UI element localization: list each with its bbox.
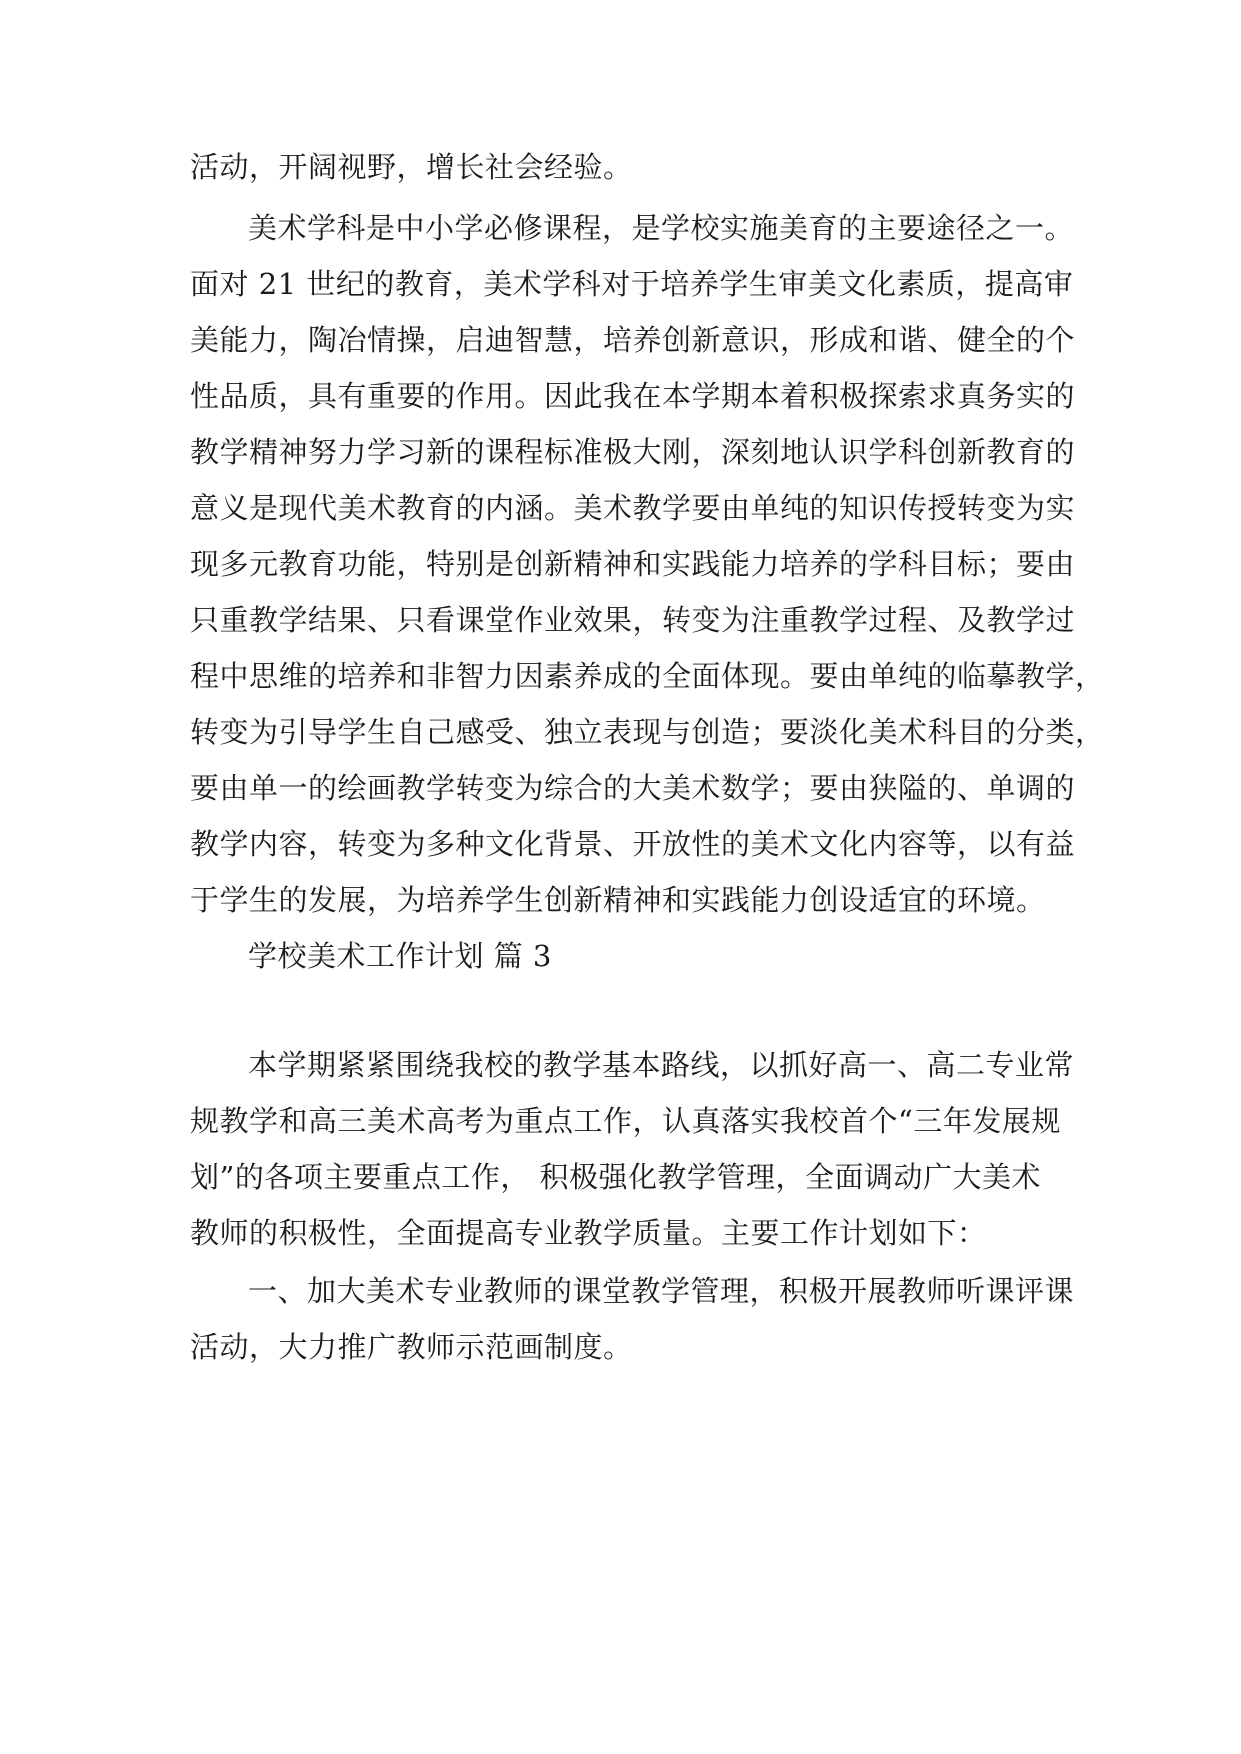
text-line: 规教学和高三美术高考为重点工作，认真落实我校首个“三年发展规	[190, 1104, 1061, 1138]
text-line: 教师的积极性，全面提高专业教学质量。主要工作计划如下：	[190, 1216, 987, 1250]
text-line: 现多元教育功能，特别是创新精神和实践能力培养的学科目标；要由	[190, 547, 1076, 581]
text-line: 程中思维的培养和非智力因素养成的全面体现。要由单纯的临摹教学，	[190, 659, 1105, 693]
text-line: 美能力，陶冶情操，启迪智慧，培养创新意识，形成和谐、健全的个	[190, 323, 1076, 357]
text-line: 教学内容，转变为多种文化背景、开放性的美术文化内容等，以有益	[190, 827, 1076, 861]
text-line: 意义是现代美术教育的内涵。美术教学要由单纯的知识传授转变为实	[190, 491, 1076, 525]
text-line: 划”的各项主要重点工作， 积极强化教学管理，全面调动广大美术	[190, 1160, 1042, 1194]
text-line: 性品质，具有重要的作用。因此我在本学期本着积极探索求真务实的	[190, 379, 1076, 413]
text-line: 面对 21 世纪的教育，美术学科对于培养学生审美文化素质，提高审	[190, 267, 1074, 301]
text-line: 本学期紧紧围绕我校的教学基本路线，以抓好高一、高二专业常	[248, 1048, 1075, 1082]
text-line: 只重教学结果、只看课堂作业效果，转变为注重教学过程、及教学过	[190, 603, 1076, 637]
text-line: 一、加大美术专业教师的课堂教学管理，积极开展教师听课评课	[248, 1274, 1075, 1308]
section-heading: 学校美术工作计划 篇 3	[248, 939, 552, 973]
text-line: 转变为引导学生自己感受、独立表现与创造；要淡化美术科目的分类，	[190, 715, 1105, 749]
text-line: 于学生的发展，为培养学生创新精神和实践能力创设适宜的环境。	[190, 883, 1046, 917]
text-line: 活动，开阔视野，增长社会经验。	[190, 150, 633, 184]
text-line: 美术学科是中小学必修课程，是学校实施美育的主要途径之一。	[248, 211, 1075, 245]
text-line: 活动，大力推广教师示范画制度。	[190, 1330, 633, 1364]
text-line: 教学精神努力学习新的课程标准极大刚，深刻地认识学科创新教育的	[190, 435, 1076, 469]
text-line: 要由单一的绘画教学转变为综合的大美术数学；要由狭隘的、单调的	[190, 771, 1076, 805]
